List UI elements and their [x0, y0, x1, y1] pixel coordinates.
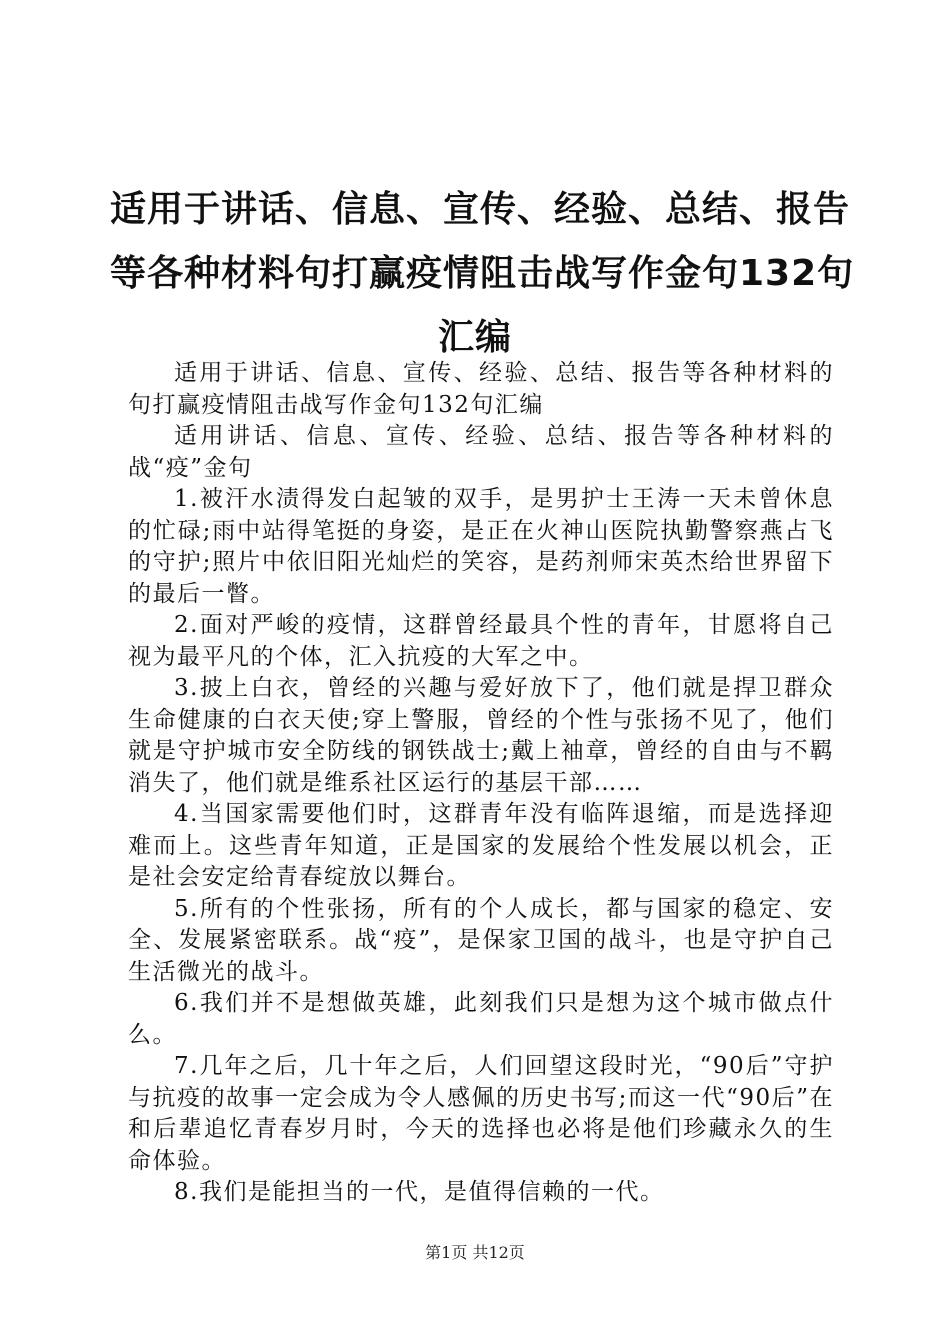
title-line: 适用于讲话、信息、宣传、经验、总结、报告	[110, 189, 851, 230]
paragraph: 4.当国家需要他们时，这群青年没有临阵退缩，而是选择迎难而上。这些青年知道，正是国家的发展给个性发展以机会，正是社会安定给青春绽放以舞台。	[128, 801, 834, 890]
paragraph: 3.披上白衣，曾经的兴趣与爱好放下了，他们就是捍卫群众生命健康的白衣天使;穿上警服，曾经的个性与张扬不见了，他们就是守护城市安全防线的钢铁战士;戴上袖章，曾经的自由与不羁消失了，他们就是维系社区运行的基层干部……	[128, 675, 834, 796]
paragraph: 7.几年之后，几十年之后，人们回望这段时光，“90后”守护与抗疫的故事一定会成为令人感佩的历史书写;而这一代“90后”在和后辈追忆青春岁月时，今天的选择也必将是他们珍藏永久的生命体验。	[128, 1053, 834, 1174]
paragraph: 1.被汗水渍得发白起皱的双手，是男护士王涛一天未曾休息的忙碌;雨中站得笔挺的身姿，是正在火神山医院执勤警察燕占飞的守护;照片中依旧阳光灿烂的笑容，是药剂师宋英杰给世界留下的最后一瞥。	[128, 486, 834, 607]
paragraph: 2.面对严峻的疫情，这群曾经最具个性的青年，甘愿将自己视为最平凡的个体，汇入抗疫的大军之中。	[128, 612, 834, 670]
title-line: 等各种材料句打赢疫情阻击战写作金句132句	[110, 253, 855, 294]
paragraph: 6.我们并不是想做英雄，此刻我们只是想为这个城市做点什么。	[128, 990, 834, 1048]
title-line: 汇编	[437, 317, 512, 358]
page-footer: 第1页 共12页	[425, 1243, 525, 1262]
paragraph: 适用讲话、信息、宣传、经验、总结、报告等各种材料的战“疫”金句	[128, 423, 834, 481]
document-title	[110, 178, 855, 370]
paragraph: 8.我们是能担当的一代，是值得信赖的一代。	[174, 1179, 665, 1205]
document-body	[128, 358, 834, 1209]
paragraph: 5.所有的个性张扬，所有的个人成长，都与国家的稳定、安全、发展紧密联系。战“疫”，是保家卫国的战斗，也是守护自己生活微光的战斗。	[128, 895, 834, 985]
paragraph: 适用于讲话、信息、宣传、经验、总结、报告等各种材料的句打赢疫情阻击战写作金句132句汇编	[128, 360, 834, 418]
